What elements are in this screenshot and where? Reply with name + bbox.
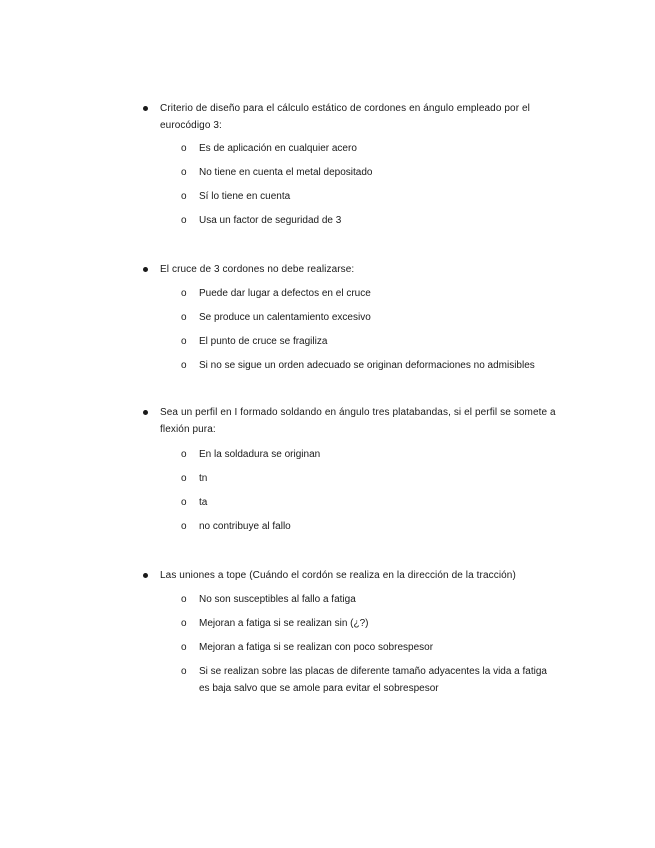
option-marker-icon: o <box>181 642 187 653</box>
option-text: tn <box>199 473 208 484</box>
option-marker-icon: o <box>181 521 187 532</box>
question-text: Criterio de diseño para el cálculo estático de cordones en ángulo empleado por el eurocódigo 3: <box>160 103 530 131</box>
option-text: Mejoran a fatiga si se realizan sin (¿?) <box>199 618 369 629</box>
question-text: Sea un perfil en I formado soldando en ángulo tres platabandas, si el perfil se somete a flexión pura: <box>160 407 556 435</box>
option-item <box>0 470 655 494</box>
bullet-icon <box>143 573 148 578</box>
question-1 <box>0 100 655 236</box>
question-row <box>0 261 655 278</box>
option-item <box>0 212 655 236</box>
option-marker-icon: o <box>181 594 187 605</box>
option-text: Puede dar lugar a defectos en el cruce <box>199 288 371 299</box>
option-marker-icon: o <box>181 449 187 460</box>
option-marker-icon: o <box>181 143 187 154</box>
option-marker-icon: o <box>181 191 187 202</box>
question-row <box>0 567 655 584</box>
bullet-icon <box>143 410 148 415</box>
option-text: Usa un factor de seguridad de 3 <box>199 215 342 226</box>
option-item <box>0 285 655 309</box>
option-text: Si no se sigue un orden adecuado se originan deformaciones no admisibles <box>199 360 535 371</box>
option-item <box>0 615 655 639</box>
bullet-icon <box>143 267 148 272</box>
option-item <box>0 333 655 357</box>
option-text: No son susceptibles al fallo a fatiga <box>199 594 356 605</box>
option-text: Mejoran a fatiga si se realizan con poco sobrespesor <box>199 642 434 653</box>
option-item <box>0 357 655 381</box>
option-text: Si se realizan sobre las placas de diferente tamaño adyacentes la vida a fatiga es baja salvo que se amole para evitar el sobrespesor <box>199 666 547 694</box>
bullet-icon <box>143 106 148 111</box>
question-text: El cruce de 3 cordones no debe realizarse: <box>160 264 355 275</box>
question-4 <box>0 567 655 697</box>
question-3 <box>0 404 655 542</box>
option-item <box>0 164 655 188</box>
question-text: Las uniones a tope (Cuándo el cordón se realiza en la dirección de la tracción) <box>160 570 516 581</box>
option-item <box>0 494 655 518</box>
option-item <box>0 591 655 615</box>
option-text: El punto de cruce se fragiliza <box>199 336 328 347</box>
option-text: Se produce un calentamiento excesivo <box>199 312 371 323</box>
question-row <box>0 100 655 134</box>
option-text: Sí lo tiene en cuenta <box>199 191 291 202</box>
option-item <box>0 309 655 333</box>
option-item <box>0 663 655 697</box>
option-marker-icon: o <box>181 497 187 508</box>
option-text: no contribuye al fallo <box>199 521 291 532</box>
option-marker-icon: o <box>181 312 187 323</box>
option-marker-icon: o <box>181 360 187 371</box>
option-marker-icon: o <box>181 473 187 484</box>
option-text: No tiene en cuenta el metal depositado <box>199 167 373 178</box>
option-marker-icon: o <box>181 618 187 629</box>
option-text: Es de aplicación en cualquier acero <box>199 143 357 154</box>
option-item <box>0 518 655 542</box>
option-marker-icon: o <box>181 288 187 299</box>
option-item <box>0 639 655 663</box>
option-marker-icon: o <box>181 215 187 226</box>
option-item <box>0 140 655 164</box>
option-text: ta <box>199 497 208 508</box>
option-marker-icon: o <box>181 167 187 178</box>
option-text: En la soldadura se originan <box>199 449 321 460</box>
option-item <box>0 446 655 470</box>
option-item <box>0 188 655 212</box>
question-row <box>0 404 655 438</box>
option-marker-icon: o <box>181 336 187 347</box>
question-2 <box>0 261 655 381</box>
option-marker-icon: o <box>181 666 187 677</box>
